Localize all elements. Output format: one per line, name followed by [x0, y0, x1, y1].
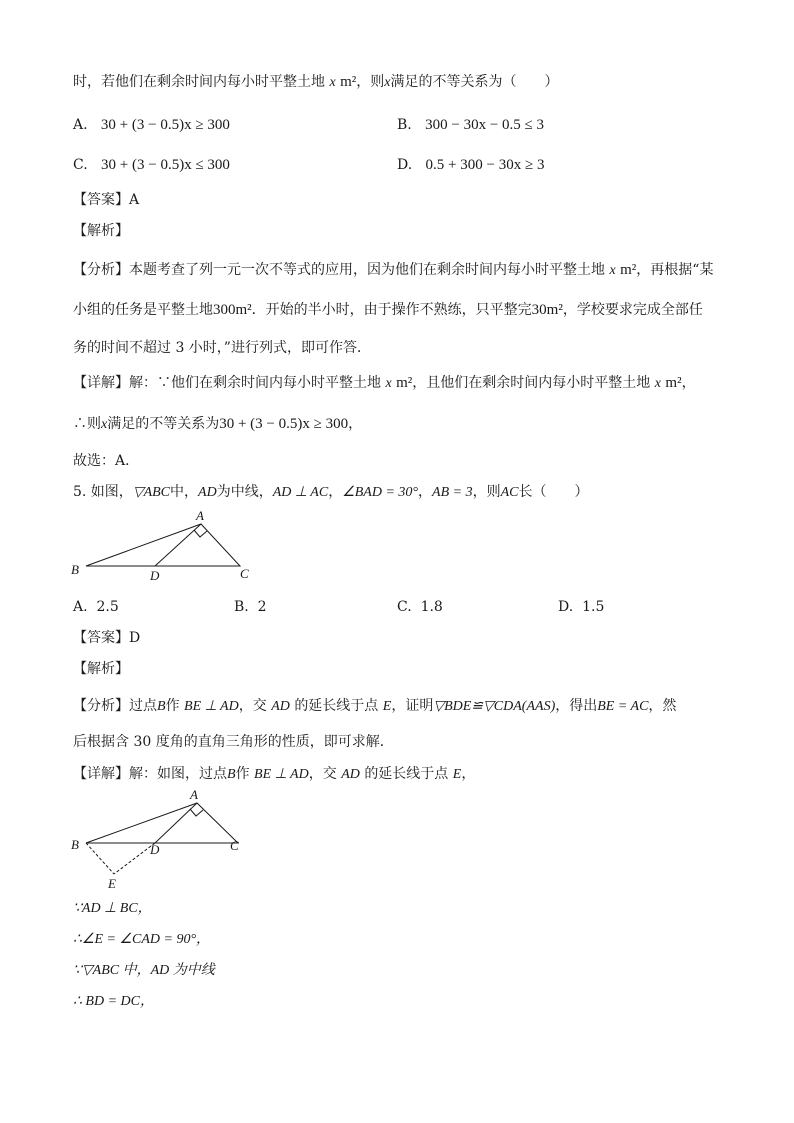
analysis-text: 本题考查了列一元一次不等式的应用，因为他们在剩余时间内每小时平整土地 [129, 262, 605, 278]
detail-tag: 【详解】 [73, 766, 129, 782]
option-label: C. [73, 157, 88, 173]
label-d: D [150, 568, 160, 583]
q4-choose [73, 451, 139, 471]
triangle-abc: ▽ABC [132, 485, 171, 500]
answer-value: D [129, 630, 141, 646]
angle-bad: ∠BAD = 30° [342, 485, 419, 500]
triangle-abc-outline [86, 524, 240, 566]
q5-option-d[interactable] [558, 597, 604, 617]
q5-step-3 [73, 960, 215, 981]
q5-step-4 [73, 991, 154, 1012]
answer-value: A [129, 192, 140, 208]
option-label: A. [73, 599, 88, 615]
label-c: C [230, 838, 239, 853]
q4-analysis-line-1 [73, 260, 713, 281]
step-text: ∴ BD = DC， [73, 994, 154, 1009]
option-value: 2 [257, 599, 267, 615]
var-x: x [654, 376, 661, 391]
perpendicular-be [86, 843, 114, 874]
q4-detail-line-2 [73, 414, 362, 435]
stem-text: ， [328, 484, 343, 500]
detail-text: ， [461, 766, 476, 782]
ab-value: AB = 3 [432, 485, 473, 500]
right-angle-mark [190, 809, 203, 816]
option-expr: 300 − 30x − 0.5 ≤ 3 [425, 117, 545, 133]
segment-ad: AD [271, 699, 290, 714]
q4-analysis-line-2 [73, 300, 703, 320]
option-label: D. [558, 599, 574, 615]
detail-text: 的延长线于点 [364, 766, 449, 782]
option-label: D. [397, 157, 413, 173]
option-expr: 30 + (3 − 0.5)x ≤ 300 [101, 157, 230, 173]
option-label: C. [397, 599, 412, 615]
unit-m2: m² [665, 375, 682, 391]
detail-text: 满足的不等关系为 [107, 416, 220, 432]
q4-answer [73, 190, 139, 210]
q5-stem [73, 482, 588, 503]
detail-text: ， [348, 416, 363, 432]
analysis-text: ，再根据“某 [636, 262, 714, 278]
step-text: ∵AD ⊥ BC， [73, 901, 152, 916]
detail-text: ∴则 [73, 416, 101, 432]
step-text: ∴∠E = ∠CAD = 90°， [73, 932, 211, 947]
stem-text: 中， [170, 484, 199, 500]
segment-ac: AC [500, 485, 519, 500]
option-label: B. [397, 117, 412, 133]
detail-text: ， [681, 375, 696, 391]
q5-analysis-line-1 [73, 696, 676, 717]
q5-step-2 [73, 929, 210, 950]
var-x: x [384, 75, 391, 90]
label-e: E [108, 876, 116, 891]
option-expr: 0.5 + 300 − 30x ≥ 3 [425, 157, 545, 173]
q5-option-a[interactable] [73, 597, 119, 617]
analysis-text: 小组的任务是平整土地 [73, 302, 213, 318]
q4-option-d[interactable] [397, 155, 544, 175]
analysis-text: 务的时间不超过 3 小时，”进行列式，即可作答． [73, 340, 371, 356]
answer-tag: 【答案】 [73, 192, 129, 208]
label-a: A [190, 788, 198, 802]
q5-option-b[interactable] [234, 597, 267, 617]
area-300: 300m² [213, 302, 252, 318]
option-expr: 30 + (3 − 0.5)x ≥ 300 [100, 117, 230, 133]
be-perp-ad: BE ⊥ AD [184, 699, 239, 714]
q5-number: 5. 如图， [73, 484, 133, 500]
option-value: 1.5 [582, 599, 605, 615]
inequality: 30 + (3 − 0.5)x ≥ 300 [219, 416, 349, 432]
unit-m2: m² [396, 375, 413, 391]
analysis-tag: 【分析】 [73, 698, 129, 714]
point-e: E [382, 699, 392, 714]
extension-de [114, 843, 155, 874]
analysis-text: 过点 [129, 698, 157, 714]
point-b: B [157, 699, 166, 714]
q5-analysis-line-2 [73, 732, 394, 752]
analysis-text: ，学校要求完成全部任 [562, 302, 703, 318]
stem-text: 为中线， [216, 484, 273, 500]
analysis-text: 的延长线于点 [294, 698, 379, 714]
answer-tag: 【答案】 [73, 630, 129, 646]
label-d: D [150, 842, 160, 857]
analysis-text: ，证明 [391, 698, 434, 714]
analysis-text: ．开始的半小时，由于操作不熟练，只平整完 [251, 302, 532, 318]
label-a: A [196, 508, 204, 523]
detail-text: 解：∵他们在剩余时间内每小时平整土地 [129, 375, 381, 391]
q4-stem-text: 满足的不等关系为（ ） [390, 74, 559, 90]
stem-text: ， [418, 484, 433, 500]
unit-m2: m² [340, 74, 357, 90]
detail-text: ，且他们在剩余时间内每小时平整土地 [412, 375, 651, 391]
option-label: B. [234, 599, 249, 615]
right-angle-mark [194, 530, 207, 537]
median-ad [155, 803, 197, 843]
q4-jiexi [73, 221, 129, 241]
q4-detail-line-1 [73, 373, 696, 394]
q5-detail-line-1 [73, 764, 475, 785]
stem-text: 长（ ） [518, 484, 589, 500]
segment-ad: AD [341, 767, 360, 782]
label-b: B [71, 837, 79, 852]
analysis-text: ，交 [238, 698, 267, 714]
step-text: AD 为中线 [150, 963, 215, 978]
area-30: 30m² [531, 302, 563, 318]
option-label: A. [73, 117, 88, 133]
option-value: 2.5 [96, 599, 119, 615]
analysis-text: 作 [165, 698, 180, 714]
point-e: E [452, 767, 462, 782]
label-b: B [71, 562, 79, 577]
detail-text: ，交 [308, 766, 337, 782]
q4-stem-text: ，则 [356, 74, 385, 90]
be-eq-ac: BE = AC [597, 699, 649, 714]
var-x: x [329, 75, 336, 90]
detail-tag: 【详解】 [73, 375, 129, 391]
analysis-text: ，得出 [555, 698, 598, 714]
stem-text: ，则 [472, 484, 501, 500]
q4-stem-line [73, 72, 559, 93]
q4-stem-text: 时，若他们在剩余时间内每小时平整土地 [73, 74, 325, 90]
jiexi-tag: 【解析】 [73, 661, 129, 677]
analysis-text: ，然 [648, 698, 677, 714]
ad-perp-ac: AD ⊥ AC [272, 485, 329, 500]
q5-option-c[interactable] [397, 597, 443, 617]
var-x: x [101, 417, 108, 432]
point-b: B [227, 767, 236, 782]
analysis-text: 后根据含 30 度角的直角三角形的性质，即可求解． [73, 734, 394, 750]
detail-text: 解：如图，过点 [129, 766, 227, 782]
unit-m2: m² [620, 262, 637, 278]
q5-jiexi [73, 659, 129, 679]
var-x: x [609, 263, 616, 278]
var-x: x [385, 376, 392, 391]
be-perp-ad: BE ⊥ AD [254, 767, 309, 782]
q4-option-a[interactable] [73, 115, 230, 135]
option-value: 1.8 [420, 599, 443, 615]
congruence-statement: ▽BDE≌▽CDA(AAS) [433, 699, 556, 714]
step-text: ∵▽ABC 中， [73, 963, 151, 978]
q5-figure-construction [66, 788, 266, 892]
detail-text: 作 [235, 766, 250, 782]
q4-option-c[interactable] [73, 155, 230, 175]
q5-figure-triangle [66, 508, 266, 586]
q5-answer [73, 628, 140, 648]
label-c: C [240, 566, 249, 581]
analysis-tag: 【分析】 [73, 262, 129, 278]
segment-ad: AD [198, 485, 217, 500]
jiexi-tag: 【解析】 [73, 223, 129, 239]
q4-option-b[interactable] [397, 115, 544, 135]
q4-analysis-line-3 [73, 338, 371, 358]
q5-step-1 [73, 898, 152, 919]
choose-text: 故选：A． [73, 453, 140, 469]
